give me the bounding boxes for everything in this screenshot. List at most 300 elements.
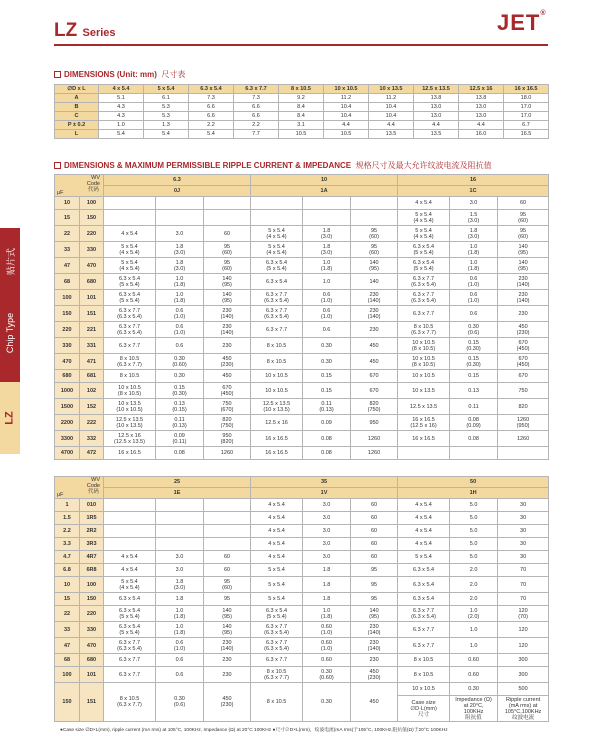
voltage-header: 6.3 <box>104 175 251 186</box>
dim-cell: 13.0 <box>459 112 504 121</box>
spec-cell: 230 <box>204 667 251 683</box>
spec-cell: 3.0 <box>303 551 351 564</box>
spec-cell: 6.3 x 5.4 (5 x 5.4) <box>251 258 303 274</box>
spec-cell: 95 <box>204 593 251 606</box>
spec-cell <box>204 538 251 551</box>
spec-cell: 6.3 x 5.4 <box>398 577 450 593</box>
code-cell: 100 <box>80 197 104 210</box>
spec-cell: 30 <box>498 538 549 551</box>
spec-cell: 8 x 10.5 (6.3 x 7.7) <box>251 667 303 683</box>
dim-row-label: C <box>55 112 99 121</box>
spec-cell: 60 <box>498 197 549 210</box>
spec-cell: 3.0 <box>156 226 204 242</box>
spec-cell: 5 x 5.4 (4 x 5.4) <box>104 242 156 258</box>
spec-cell: 8 x 10.5 (6.3 x 7.7) <box>398 322 450 338</box>
spec-cell: 0.60 <box>450 654 498 667</box>
code-en: Code <box>86 181 100 187</box>
spec-cell <box>156 210 204 226</box>
spec-cell: 0.6 (1.0) <box>156 638 204 654</box>
dim-cell: 13.5 <box>414 130 459 139</box>
header-rule <box>54 44 548 46</box>
capacitance-cell: 68 <box>55 654 80 667</box>
spec-cell <box>104 512 156 525</box>
spec-cell: 1.0 <box>450 638 498 654</box>
spec-cell: 950 <box>351 415 398 431</box>
spec-cell: 450 (230) <box>498 322 549 338</box>
code-en: Code <box>86 483 100 489</box>
capacitance-cell: 680 <box>55 370 80 383</box>
spec-cell: 140 (95) <box>204 274 251 290</box>
spec-cell: 1.0 (1.8) <box>156 290 204 306</box>
dim-col-header: 12.5 x 16 <box>459 85 504 94</box>
spec-cell: 12.5 x 16 <box>251 415 303 431</box>
spec-cell: 670 (450) <box>204 383 251 399</box>
side-series-label: LZ <box>3 411 16 425</box>
code-cell: 680 <box>80 274 104 290</box>
spec-cell: 1.0 (1.8) <box>450 242 498 258</box>
spec-cell: 120 (70) <box>498 606 549 622</box>
spec-cell: 6.3 x 5.4 <box>251 274 303 290</box>
capacitance-cell: 33 <box>55 242 80 258</box>
spec-cell: 4 x 5.4 <box>251 499 303 512</box>
dim-cell: 6.6 <box>234 112 279 121</box>
spec-cell: 6.3 x 7.7 <box>251 322 303 338</box>
spec-cell <box>204 499 251 512</box>
dimensions-table <box>54 84 549 139</box>
table-row <box>55 683 549 696</box>
spec-cell: 4 x 5.4 <box>251 538 303 551</box>
spec-cell: 0.6 (1.0) <box>303 290 351 306</box>
spec-cell: 0.6 <box>156 338 204 354</box>
code-cell: 222 <box>80 415 104 431</box>
code-cell: 331 <box>80 338 104 354</box>
spec-cell: 0.60 <box>303 654 351 667</box>
dimensions-title-zh: 尺寸表 <box>161 70 186 79</box>
side-series-block <box>0 382 20 454</box>
spec-cell: 0.6 (1.0) <box>156 322 204 338</box>
spec-cell: 670 <box>351 383 398 399</box>
spec-cell <box>156 538 204 551</box>
spec-cell: 0.09 <box>303 415 351 431</box>
code-cell: 470 <box>80 258 104 274</box>
code-cell: 330 <box>80 242 104 258</box>
spec-cell: 230 <box>351 322 398 338</box>
spec-cell: 5 x 5.4 (4 x 5.4) <box>398 226 450 242</box>
spec-cell: 4 x 5.4 <box>398 512 450 525</box>
spec-cell: 6.3 x 7.7 <box>251 654 303 667</box>
logo-mark: ® <box>540 10 547 17</box>
spec-cell: 5 x 5.4 <box>398 551 450 564</box>
voltage-code: 1E <box>104 488 251 499</box>
spec-cell: 0.15 <box>450 370 498 383</box>
logo-text: JET <box>497 10 541 35</box>
dim-row-label: L <box>55 130 99 139</box>
spec-cell: 0.30 (0.60) <box>303 667 351 683</box>
voltage-header: 50 <box>398 477 549 488</box>
spec-cell: 3.0 <box>303 499 351 512</box>
spec-cell: 6.3 x 7.7 (6.3 x 5.4) <box>251 290 303 306</box>
dim-row-label: A <box>55 94 99 103</box>
spec-cell <box>251 197 303 210</box>
spec-cell: 750 (670) <box>204 399 251 415</box>
code-cell: 470 <box>80 638 104 654</box>
dim-col-header: 5 x 5.4 <box>144 85 189 94</box>
code-cell: 471 <box>80 354 104 370</box>
spec-cell: 230 (140) <box>204 322 251 338</box>
table-row <box>55 338 549 354</box>
spec-cell <box>204 210 251 226</box>
spec-cell: 30 <box>498 551 549 564</box>
spec-cell: 16 x 16.5 <box>251 431 303 447</box>
spec-cell: 3.0 <box>303 525 351 538</box>
code-cell: 010 <box>80 499 104 512</box>
spec-cell: 60 <box>351 538 398 551</box>
spec-cell: 10 x 10.5 (8 x 10.5) <box>398 338 450 354</box>
dim-cell: 4.3 <box>99 112 144 121</box>
capacitance-cell: 100 <box>55 290 80 306</box>
spec-cell: 30 <box>498 499 549 512</box>
spec-cell: 1260 (950) <box>498 415 549 431</box>
spec-cell: 60 <box>351 525 398 538</box>
spec-cell: 30 <box>498 512 549 525</box>
spec-cell: 0.30 <box>303 338 351 354</box>
table-row <box>55 415 549 431</box>
spec-cell: 1.0 <box>303 274 351 290</box>
side-tab <box>0 228 20 454</box>
spec-cell: 0.30 <box>303 354 351 370</box>
spec-cell: 2.0 <box>450 564 498 577</box>
spec-cell: 0.30 <box>156 370 204 383</box>
ripple-title: DIMENSIONS & MAXIMUM PERMISSIBLE RIPPLE CURRENT & IMPEDANCE <box>64 161 352 170</box>
spec-cell: 30 <box>498 525 549 538</box>
table-row <box>55 654 549 667</box>
spec-cell: 140 (95) <box>498 242 549 258</box>
spec-cell: 4 x 5.4 <box>398 538 450 551</box>
spec-cell <box>351 197 398 210</box>
capacitance-cell: 22 <box>55 226 80 242</box>
table-row <box>55 383 549 399</box>
dim-cell: 10.4 <box>369 112 414 121</box>
code-cell: 100 <box>80 577 104 593</box>
dim-cell: 6.7 <box>504 121 549 130</box>
dim-row-label: B <box>55 103 99 112</box>
spec-cell: 300 <box>498 667 549 683</box>
spec-cell: 0.6 (1.0) <box>156 306 204 322</box>
dim-cell: 10.5 <box>324 130 369 139</box>
table-row <box>55 290 549 306</box>
code-zh: 代码 <box>87 489 99 495</box>
spec-cell: 3.0 <box>303 512 351 525</box>
spec-cell: 4 x 5.4 <box>104 551 156 564</box>
spec-cell: 1260 <box>351 447 398 460</box>
spec-cell: 12.5 x 13.5 (10 x 13.5) <box>104 415 156 431</box>
spec-cell: 12.5 x 13.5 (10 x 13.5) <box>251 399 303 415</box>
spec-cell: 6.3 x 7.7 (6.3 x 5.4) <box>104 638 156 654</box>
capacitance-cell: 100 <box>55 667 80 683</box>
spec-cell: 750 <box>498 383 549 399</box>
code-cell: 4R7 <box>80 551 104 564</box>
capacitance-cell: 1 <box>55 499 80 512</box>
spec-cell: 1260 <box>351 431 398 447</box>
series-sub: Series <box>82 27 116 39</box>
table-row <box>55 399 549 415</box>
table-row <box>55 499 549 512</box>
spec-cell: 0.15 <box>303 370 351 383</box>
dim-corner: ∅D x L <box>55 85 99 94</box>
spec-cell: 70 <box>498 593 549 606</box>
spec-cell: 95 (60) <box>351 226 398 242</box>
dim-cell: 11.2 <box>369 94 414 103</box>
spec-cell: 60 <box>351 512 398 525</box>
spec-cell: 0.30 (0.6) <box>450 322 498 338</box>
capacitance-cell: 3300 <box>55 431 80 447</box>
capacitance-cell: 220 <box>55 322 80 338</box>
spec-cell: 0.08 <box>156 447 204 460</box>
spec-cell: 95 <box>351 564 398 577</box>
capacitance-cell: 22 <box>55 606 80 622</box>
table-row <box>55 94 549 103</box>
code-cell: 220 <box>80 226 104 242</box>
voltage-code: 1C <box>398 186 549 197</box>
code-cell: 330 <box>80 622 104 638</box>
spec-cell: 5.0 <box>450 499 498 512</box>
table-row <box>55 667 549 683</box>
spec-cell: 6.3 x 5.4 <box>398 564 450 577</box>
capacitance-cell: 4.7 <box>55 551 80 564</box>
capacitance-cell: 470 <box>55 354 80 370</box>
code-cell: 152 <box>80 399 104 415</box>
spec-cell: 0.15 (0.30) <box>450 338 498 354</box>
dim-cell: 5.3 <box>144 112 189 121</box>
table-row <box>55 112 549 121</box>
spec-cell: 500 <box>498 683 549 696</box>
spec-cell: 0.15 <box>303 383 351 399</box>
spec-cell <box>104 197 156 210</box>
dimensions-heading <box>54 69 185 80</box>
spec-cell: 1.8 (3.0) <box>450 226 498 242</box>
spec-cell: 0.60 (1.0) <box>303 638 351 654</box>
ripple-table-high-voltage <box>54 476 549 722</box>
spec-cell: 1.0 (2.0) <box>450 606 498 622</box>
spec-cell: 0.09 (0.11) <box>156 431 204 447</box>
capacitance-cell: 150 <box>55 683 80 722</box>
dim-col-header: 12.5 x 13.5 <box>414 85 459 94</box>
spec-cell: 6.3 x 7.7 (6.3 x 5.4) <box>104 322 156 338</box>
code-cell: 151 <box>80 683 104 722</box>
legend-cell: Impedance (Ω) at 20°C, 100KHz 阻抗值 <box>450 696 498 722</box>
spec-cell: 8 x 10.5 <box>398 654 450 667</box>
spec-cell: 230 (140) <box>204 306 251 322</box>
capacitance-cell: 330 <box>55 338 80 354</box>
code-cell: 3R3 <box>80 538 104 551</box>
wv-label: WV <box>91 477 100 483</box>
spec-cell: 450 <box>351 338 398 354</box>
spec-cell: 12.5 x 16 (12.5 x 13.5) <box>104 431 156 447</box>
spec-cell: 4 x 5.4 <box>398 525 450 538</box>
spec-cell: 10 x 10.5 <box>398 683 450 696</box>
spec-cell <box>104 499 156 512</box>
spec-cell: 60 <box>204 564 251 577</box>
spec-cell: 6.3 x 5.4 (5 x 5.4) <box>251 606 303 622</box>
table-row <box>55 258 549 274</box>
spec-cell: 95 (60) <box>351 242 398 258</box>
spec-cell: 6.3 x 5.4 (5 x 5.4) <box>104 290 156 306</box>
spec-cell: 670 <box>498 370 549 383</box>
side-label-zh: 贴片式 <box>5 247 16 275</box>
spec-cell <box>156 512 204 525</box>
spec-cell: 140 (95) <box>351 258 398 274</box>
wv-code-corner <box>55 477 104 499</box>
spec-cell <box>104 210 156 226</box>
spec-cell: 6.3 x 7.7 (6.3 x 5.4) <box>398 290 450 306</box>
spec-cell: 5 x 5.4 (4 x 5.4) <box>104 577 156 593</box>
dim-cell: 2.2 <box>189 121 234 130</box>
spec-cell: 0.6 (1.0) <box>450 290 498 306</box>
spec-cell: 1.8 (3.0) <box>156 242 204 258</box>
spec-cell: 6.3 x 7.7 (6.3 x 5.4) <box>251 306 303 322</box>
code-cell: 472 <box>80 447 104 460</box>
spec-cell: 230 <box>498 306 549 322</box>
dim-cell: 8.4 <box>279 112 324 121</box>
dim-cell: 7.3 <box>189 94 234 103</box>
table-row <box>55 606 549 622</box>
spec-cell: 4 x 5.4 <box>251 551 303 564</box>
spec-cell: 6.3 x 5.4 <box>398 593 450 606</box>
code-cell: 681 <box>80 370 104 383</box>
dim-cell: 13.8 <box>459 94 504 103</box>
voltage-code: 1V <box>251 488 398 499</box>
spec-cell: 0.11 (0.13) <box>303 399 351 415</box>
spec-cell: 1.0 (1.8) <box>156 274 204 290</box>
dim-cell: 2.2 <box>234 121 279 130</box>
spec-cell: 16 x 16.5 <box>104 447 156 460</box>
table-row <box>55 593 549 606</box>
spec-cell: 1260 <box>204 447 251 460</box>
spec-cell: 6.3 x 7.7 (6.3 x 5.4) <box>398 274 450 290</box>
spec-cell: 1.0 (1.8) <box>156 622 204 638</box>
table-row <box>55 370 549 383</box>
spec-cell: 450 <box>351 683 398 722</box>
spec-cell: 6.3 x 7.7 (6.3 x 5.4) <box>104 306 156 322</box>
capacitance-cell: 47 <box>55 258 80 274</box>
spec-cell: 820 (750) <box>204 415 251 431</box>
dim-cell: 13.0 <box>414 112 459 121</box>
table-row <box>55 551 549 564</box>
dim-cell: 13.5 <box>369 130 414 139</box>
voltage-header: 10 <box>251 175 398 186</box>
spec-cell <box>498 447 549 460</box>
spec-cell: 120 <box>498 622 549 638</box>
dim-cell: 7.3 <box>234 94 279 103</box>
spec-cell: 120 <box>498 638 549 654</box>
code-cell: 150 <box>80 210 104 226</box>
spec-cell <box>251 210 303 226</box>
spec-cell: 0.6 (1.0) <box>450 274 498 290</box>
spec-cell: 450 (230) <box>351 667 398 683</box>
series-name: LZ <box>54 20 78 41</box>
spec-cell: 60 <box>351 551 398 564</box>
dim-cell: 10.4 <box>369 103 414 112</box>
spec-cell: 0.30 (0.6) <box>156 683 204 722</box>
spec-cell: 5.0 <box>450 512 498 525</box>
dim-cell: 5.1 <box>99 94 144 103</box>
capacitance-cell: 15 <box>55 593 80 606</box>
spec-cell: 6.3 x 7.7 <box>398 622 450 638</box>
voltage-code: 0J <box>104 186 251 197</box>
table-row <box>55 447 549 460</box>
dim-cell: 1.0 <box>99 121 144 130</box>
spec-cell: 230 (140) <box>498 290 549 306</box>
dim-col-header: 8 x 10.5 <box>279 85 324 94</box>
spec-cell: 8 x 10.5 <box>398 667 450 683</box>
capacitance-cell: 4700 <box>55 447 80 460</box>
spec-cell: 95 (60) <box>204 242 251 258</box>
code-cell: 220 <box>80 606 104 622</box>
spec-cell: 0.13 <box>450 383 498 399</box>
jet-logo <box>497 10 547 36</box>
dim-cell: 13.8 <box>414 94 459 103</box>
capacitance-cell: 150 <box>55 306 80 322</box>
spec-cell: 450 (230) <box>204 683 251 722</box>
spec-cell: 60 <box>204 551 251 564</box>
spec-cell <box>303 197 351 210</box>
spec-cell: 230 <box>204 338 251 354</box>
spec-cell: 230 <box>351 654 398 667</box>
code-cell: 101 <box>80 290 104 306</box>
spec-cell <box>104 538 156 551</box>
dim-cell: 7.7 <box>234 130 279 139</box>
spec-cell: 5 x 5.4 (4 x 5.4) <box>104 258 156 274</box>
dim-cell: 4.4 <box>324 121 369 130</box>
spec-cell <box>303 210 351 226</box>
spec-cell: 5 x 5.4 (4 x 5.4) <box>398 210 450 226</box>
spec-cell: 10 x 10.5 <box>398 370 450 383</box>
spec-cell: 1.0 (1.8) <box>450 258 498 274</box>
spec-cell: 16 x 16.5 (12.5 x 16) <box>398 415 450 431</box>
spec-cell: 60 <box>351 499 398 512</box>
spec-cell: 10 x 13.5 <box>398 383 450 399</box>
spec-cell: 8 x 10.5 <box>251 354 303 370</box>
spec-cell: 6.3 x 7.7 <box>104 667 156 683</box>
spec-cell: 3.0 <box>156 564 204 577</box>
spec-cell: 300 <box>498 654 549 667</box>
spec-cell: 95 (60) <box>498 210 549 226</box>
spec-cell: 16 x 16.5 <box>398 431 450 447</box>
dim-cell: 4.4 <box>414 121 459 130</box>
spec-cell: 230 (140) <box>351 622 398 638</box>
side-label-en-wrap <box>0 298 20 368</box>
footnote: ●Case size ∅D×L(mm), ripple current (mA rms) at 105°C, 100KHz, Impedance (Ω) at 20°C 100KHz ●尺寸∅D×L(mm)，纹波电流(mA rms)于105°C, 100KHz,阻抗值(Ω)于20°C 100KHz <box>60 728 448 733</box>
code-cell: 1R5 <box>80 512 104 525</box>
spec-cell: 2.0 <box>450 577 498 593</box>
spec-cell: 70 <box>498 564 549 577</box>
spec-cell: 0.6 <box>156 667 204 683</box>
spec-cell: 1.8 (3.0) <box>156 577 204 593</box>
spec-cell: 6.3 x 5.4 (5 x 5.4) <box>104 622 156 638</box>
uf-label: μF <box>57 492 64 498</box>
capacitance-cell: 1000 <box>55 383 80 399</box>
spec-cell: 95 <box>351 577 398 593</box>
spec-cell: 5.0 <box>450 525 498 538</box>
spec-cell: 5 x 5.4 <box>251 577 303 593</box>
spec-cell <box>204 512 251 525</box>
spec-cell: 0.11 (0.13) <box>156 415 204 431</box>
dim-cell: 8.4 <box>279 103 324 112</box>
capacitance-cell: 10 <box>55 197 80 210</box>
spec-cell: 0.13 (0.15) <box>156 399 204 415</box>
dim-cell: 4.4 <box>369 121 414 130</box>
spec-cell: 0.6 <box>156 654 204 667</box>
